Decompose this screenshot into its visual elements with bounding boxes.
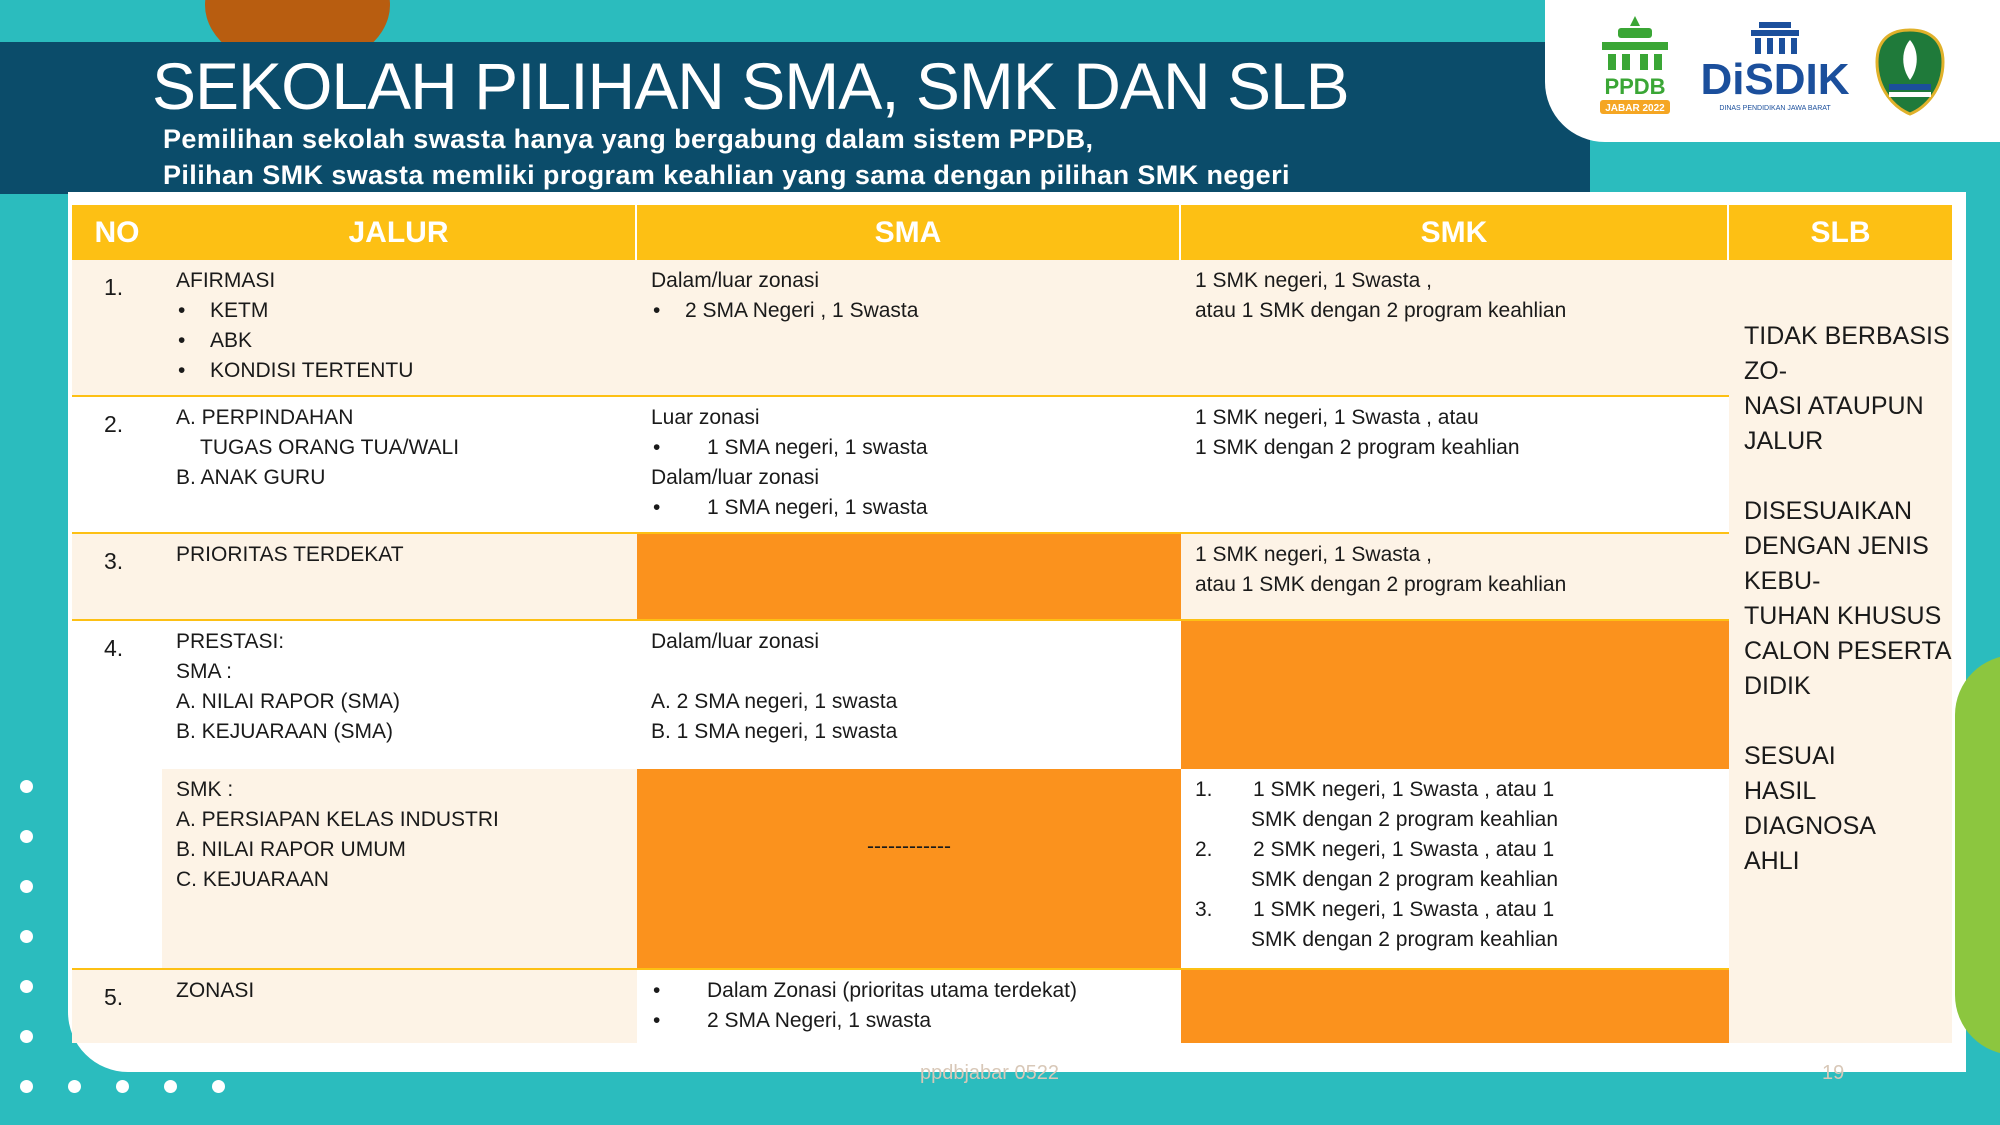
row-1-sma — [637, 260, 1181, 395]
decor-dot — [20, 1080, 33, 1093]
row-2-no: 2. — [72, 397, 162, 532]
row-1-jalur-title: AFIRMASI — [176, 269, 276, 292]
ppdb-logo-text: PPDB — [1604, 74, 1666, 99]
row-2-smk — [1181, 397, 1729, 532]
row-4-smk-item-cont: SMK dengan 2 program keahlian — [1251, 808, 1559, 831]
row-1-sma-title: Dalam/luar zonasi — [651, 269, 820, 292]
page-number: 19 — [1822, 1062, 1845, 1084]
item-number: 2. — [1195, 838, 1213, 861]
subtitle-line-2: Pilihan SMK swasta memliki program keahlian yang sama dengan pilihan SMK negeri — [163, 160, 1290, 190]
row-2-sma — [637, 397, 1181, 532]
row-1-no: 1. — [72, 260, 162, 395]
row-5-smk-empty — [1181, 970, 1729, 1043]
row-2-smk-line: 1 SMK negeri, 1 Swasta , atau — [1195, 406, 1479, 429]
header-jalur: JALUR — [162, 205, 635, 260]
decor-dot — [68, 1080, 81, 1093]
header-smk: SMK — [1181, 205, 1727, 260]
row-2-sma-item: • 1 SMA negeri, 1 swasta — [651, 493, 1167, 523]
ppdb-logo — [1590, 12, 1680, 120]
row-1-jalur-item: • KONDISI TERTENTU — [176, 356, 623, 386]
item-line: 1 SMK negeri, 1 Swasta , atau 1 — [1253, 778, 1555, 801]
row-2-sma-title: Dalam/luar zonasi — [651, 466, 820, 489]
row-5-sma — [637, 970, 1181, 1043]
row-4-jalur-line: SMA : — [176, 660, 233, 683]
footer-text: ppdbjabar 0522 — [920, 1062, 1060, 1084]
row-5-no: 5. — [72, 970, 162, 1043]
row-4-jalur-line: PRESTASI: — [176, 630, 285, 653]
row-4-jalur-smk — [162, 769, 637, 968]
decor-dot — [20, 980, 33, 993]
header-sma: SMA — [637, 205, 1179, 260]
row-4-smk-empty — [1181, 621, 1729, 769]
subtitle-line-1: Pemilihan sekolah swasta hanya yang bergabung dalam sistem PPDB, — [163, 124, 1094, 154]
slb-line: AHLI — [1744, 847, 1800, 875]
row-1-jalur — [162, 260, 637, 395]
row-4-smk — [1181, 769, 1729, 968]
slb-line: HASIL DIAGNOSA — [1744, 777, 1876, 840]
row-4-no: 4. — [72, 621, 162, 960]
row-1-smk — [1181, 260, 1729, 395]
row-5-jalur-title: ZONASI — [176, 979, 255, 1002]
row-2-sma-title: Luar zonasi — [651, 406, 760, 429]
item-number: 3. — [1195, 898, 1213, 921]
slb-line: DENGAN JENIS KEBU- — [1744, 532, 1929, 595]
row-4-jalur-line: B. KEJUARAAN (SMA) — [176, 720, 394, 743]
slb-line: SESUAI — [1744, 742, 1836, 770]
slb-spacer — [1744, 459, 1952, 494]
header-slb: SLB — [1729, 205, 1952, 260]
slb-line: DISESUAIKAN — [1744, 497, 1913, 525]
decor-dot — [20, 830, 33, 843]
slb-line: NASI ATAUPUN JALUR — [1744, 392, 1924, 455]
row-1-smk-line: atau 1 SMK dengan 2 program keahlian — [1195, 299, 1567, 322]
decor-dot — [20, 1030, 33, 1043]
row-4-smk-item-cont: SMK dengan 2 program keahlian — [1251, 868, 1559, 891]
decor-dot — [20, 930, 33, 943]
page-title: SEKOLAH PILIHAN SMA, SMK DAN SLB — [152, 49, 1349, 123]
row-4-sma-line: B. 1 SMA negeri, 1 swasta — [651, 720, 898, 743]
row-4-sma-line: Dalam/luar zonasi — [651, 630, 820, 653]
row-3-jalur-title: PRIORITAS TERDEKAT — [176, 543, 404, 566]
row-5-sma-item: • 2 SMA Negeri, 1 swasta — [651, 1006, 1167, 1036]
decor-dot — [212, 1080, 225, 1093]
row-3-sma-empty — [637, 534, 1181, 619]
item-number: 1. — [1195, 778, 1213, 801]
decor-dot — [20, 780, 33, 793]
slb-line: CALON PESERTA DIDIK — [1744, 637, 1951, 700]
disdik-logo-caption: DINAS PENDIDIKAN JAWA BARAT — [1719, 105, 1831, 112]
decor-green-shape — [1955, 655, 2000, 1055]
row-3-smk — [1181, 534, 1729, 619]
row-1-jalur-item: • KETM — [176, 296, 623, 326]
row-4-smk-sma-cell — [637, 769, 1181, 968]
row-3-smk-line: 1 SMK negeri, 1 Swasta , — [1195, 543, 1432, 566]
decor-dot — [116, 1080, 129, 1093]
slb-text — [1744, 319, 1952, 879]
row-4-sma — [637, 621, 1181, 769]
row-4-smk-item — [1195, 895, 1715, 925]
row-5-sma-item: • Dalam Zonasi (prioritas utama terdekat) — [651, 976, 1167, 1006]
row-3-no: 3. — [72, 534, 162, 619]
decor-dot — [20, 880, 33, 893]
row-5-jalur — [162, 970, 637, 1043]
row-4-smk-sma-dashes: ------------ — [867, 834, 951, 858]
slb-line: TIDAK BERBASIS ZO- — [1744, 322, 1950, 385]
jabar-crest-logo — [1875, 28, 1945, 116]
row-4-smk-jalur-line: SMK : — [176, 778, 234, 801]
disdik-logo — [1695, 16, 1855, 116]
row-1-smk-line: 1 SMK negeri, 1 Swasta , — [1195, 269, 1432, 292]
slb-line: TUHAN KHUSUS — [1744, 602, 1942, 630]
row-2-jalur-line: TUGAS ORANG TUA/WALI — [200, 436, 460, 459]
row-2-jalur-line: B. ANAK GURU — [176, 466, 326, 489]
decor-dot — [164, 1080, 177, 1093]
row-4-smk-jalur-line: C. KEJUARAAN — [176, 868, 329, 891]
row-2-jalur-line: A. PERPINDAHAN — [176, 406, 354, 429]
row-3-jalur — [162, 534, 637, 619]
header-no: NO — [72, 205, 162, 260]
row-4-smk-item — [1195, 835, 1715, 865]
row-2-sma-item: • 1 SMA negeri, 1 swasta — [651, 433, 1167, 463]
row-4-sma-spacer — [651, 657, 1167, 687]
slb-spacer — [1744, 704, 1952, 739]
row-4-smk-jalur-line: B. NILAI RAPOR UMUM — [176, 838, 406, 861]
row-4-smk-item — [1195, 775, 1715, 805]
row-3-smk-line: atau 1 SMK dengan 2 program keahlian — [1195, 573, 1567, 596]
ppdb-logo-year: JABAR 2022 — [1605, 103, 1665, 114]
row-2-smk-line: 1 SMK dengan 2 program keahlian — [1195, 436, 1520, 459]
row-1-sma-item: • 2 SMA Negeri , 1 Swasta — [651, 296, 1167, 326]
row-4-smk-jalur-line: A. PERSIAPAN KELAS INDUSTRI — [176, 808, 499, 831]
row-1-jalur-item: • ABK — [176, 326, 623, 356]
row-4-sma-line: A. 2 SMA negeri, 1 swasta — [651, 690, 898, 713]
disdik-logo-text: DiSDIK — [1700, 55, 1850, 104]
row-4-jalur-line: A. NILAI RAPOR (SMA) — [176, 690, 401, 713]
row-4-jalur-sma — [162, 621, 637, 769]
row-4-smk-item-cont: SMK dengan 2 program keahlian — [1251, 928, 1559, 951]
item-line: 2 SMK negeri, 1 Swasta , atau 1 — [1253, 838, 1555, 861]
item-line: 1 SMK negeri, 1 Swasta , atau 1 — [1253, 898, 1555, 921]
row-2-jalur — [162, 397, 637, 532]
selection-table — [72, 205, 1952, 1043]
